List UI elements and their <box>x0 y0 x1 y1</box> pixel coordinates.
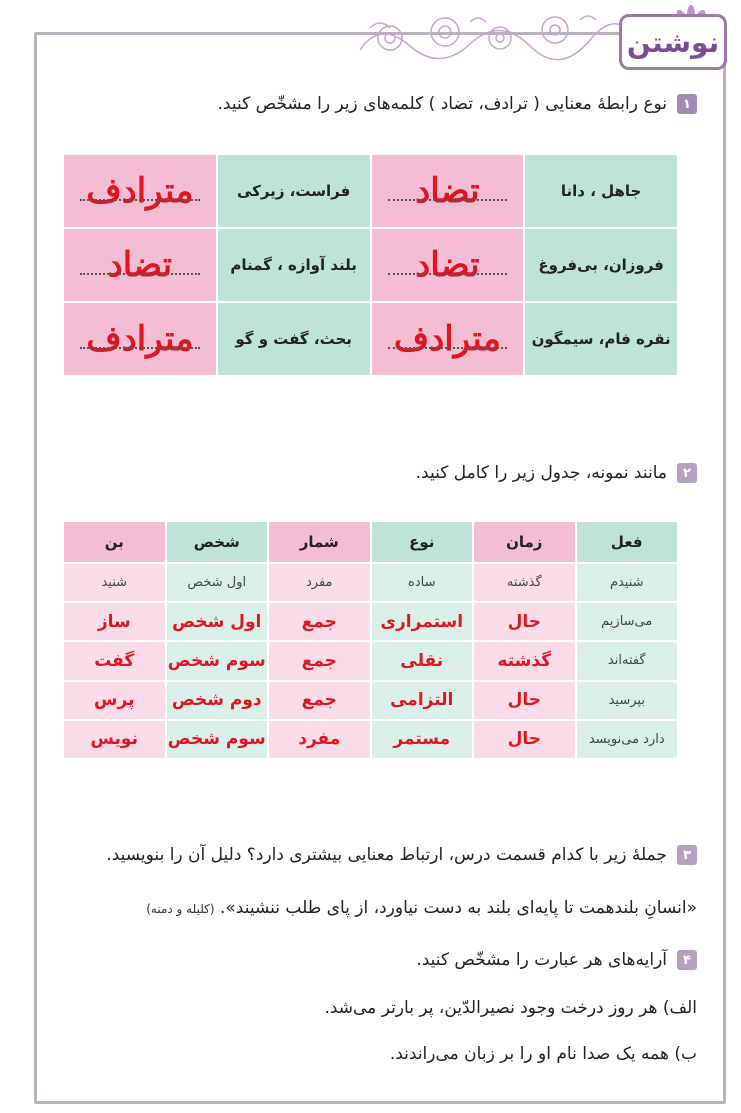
table-cell: بپرسید <box>577 682 678 719</box>
word-pair: فروزان، بی‌فروغ <box>525 229 677 301</box>
item-a: الف) هر روز درخت وجود نصیرالدّین، پر بارتر می‌شد. <box>324 998 697 1018</box>
table-cell: حال <box>474 603 575 640</box>
quote-line <box>146 898 697 918</box>
answer-text: مترادف <box>393 319 501 359</box>
word-pair: فراست، زیرکی <box>218 155 370 227</box>
question-3 <box>106 845 697 865</box>
answer-cell <box>64 155 216 227</box>
table-cell: استمراری <box>372 603 473 640</box>
table-cell: ساز <box>64 603 165 640</box>
table-cell: حال <box>474 682 575 719</box>
column-header: فعل <box>577 522 678 562</box>
question-number: ۱ <box>677 94 697 114</box>
table-cell: شنیدم <box>577 564 678 601</box>
word-pair: نقره فام، سیمگون <box>525 303 677 375</box>
floral-border-decoration <box>350 10 650 62</box>
question-2 <box>416 463 697 483</box>
answer-text: تضاد <box>415 245 480 285</box>
answer-text: تضاد <box>107 245 173 285</box>
table-cell: نقلی <box>372 642 473 679</box>
column-header: شمار <box>269 522 370 562</box>
section-title: نوشتن <box>619 14 727 70</box>
table-cell: اول شخص <box>167 564 268 601</box>
table-cell: سوم شخص <box>167 721 268 758</box>
table-cell: مفرد <box>269 564 370 601</box>
table-cell: مفرد <box>269 721 370 758</box>
quote-source: (کلیله و دمنه) <box>146 902 215 916</box>
table-cell: جمع <box>269 603 370 640</box>
question-text: آرایه‌های هر عبارت را مشخّص کنید. <box>416 950 667 970</box>
question-number: ۴ <box>677 950 697 970</box>
column-header: زمان <box>474 522 575 562</box>
table-cell: اول شخص <box>167 603 268 640</box>
table-cell: گذشته <box>474 564 575 601</box>
word-pair: جاهل ، دانا <box>525 155 677 227</box>
table-cell: التزامی <box>372 682 473 719</box>
table-cell: دوم شخص <box>167 682 268 719</box>
quote-text: «انسانِ بلندهمت تا پایه‌ای بلند به دست نیاورد، از پای طلب ننشیند». <box>219 898 697 918</box>
verb-table <box>64 522 677 758</box>
answer-cell <box>372 155 524 227</box>
question-text: نوع رابطهٔ معنایی ( ترادف، تضاد ) کلمه‌های زیر را مشخّص کنید. <box>217 94 667 114</box>
question-number: ۲ <box>677 463 697 483</box>
table-cell: نویس <box>64 721 165 758</box>
answer-text: مترادف <box>86 171 194 211</box>
synonym-antonym-table <box>64 155 677 375</box>
answer-cell <box>64 303 216 375</box>
table-cell: جمع <box>269 642 370 679</box>
table-cell: گذشته <box>474 642 575 679</box>
question-text: جملهٔ زیر با کدام قسمت درس، ارتباط معنایی بیشتری دارد؟ دلیل آن را بنویسید. <box>106 845 667 865</box>
column-header: بن <box>64 522 165 562</box>
word-pair: بحث، گفت و گو <box>218 303 370 375</box>
answer-text: تضاد <box>415 171 480 211</box>
answer-cell <box>372 229 524 301</box>
answer-cell <box>372 303 524 375</box>
word-pair: بلند آوازه ، گمنام <box>218 229 370 301</box>
table-cell: می‌سازیم <box>577 603 678 640</box>
question-4 <box>416 950 697 970</box>
answer-cell <box>64 229 216 301</box>
table-cell: گفت <box>64 642 165 679</box>
table-cell: گفته‌اند <box>577 642 678 679</box>
table-cell: سوم شخص <box>167 642 268 679</box>
table-cell: شنید <box>64 564 165 601</box>
table-cell: جمع <box>269 682 370 719</box>
question-1 <box>218 94 697 114</box>
table-cell: پرس <box>64 682 165 719</box>
item-b: ب) همه یک صدا نام او را بر زبان می‌راندند. <box>389 1044 697 1064</box>
column-header: شخص <box>167 522 268 562</box>
column-header: نوع <box>372 522 473 562</box>
table-cell: مستمر <box>372 721 473 758</box>
question-number: ۳ <box>677 845 697 865</box>
table-cell: دارد می‌نویسد <box>577 721 678 758</box>
table-cell: ساده <box>372 564 473 601</box>
question-text: مانند نمونه، جدول زیر را کامل کنید. <box>415 463 667 483</box>
answer-text: مترادف <box>86 319 194 359</box>
table-cell: حال <box>474 721 575 758</box>
